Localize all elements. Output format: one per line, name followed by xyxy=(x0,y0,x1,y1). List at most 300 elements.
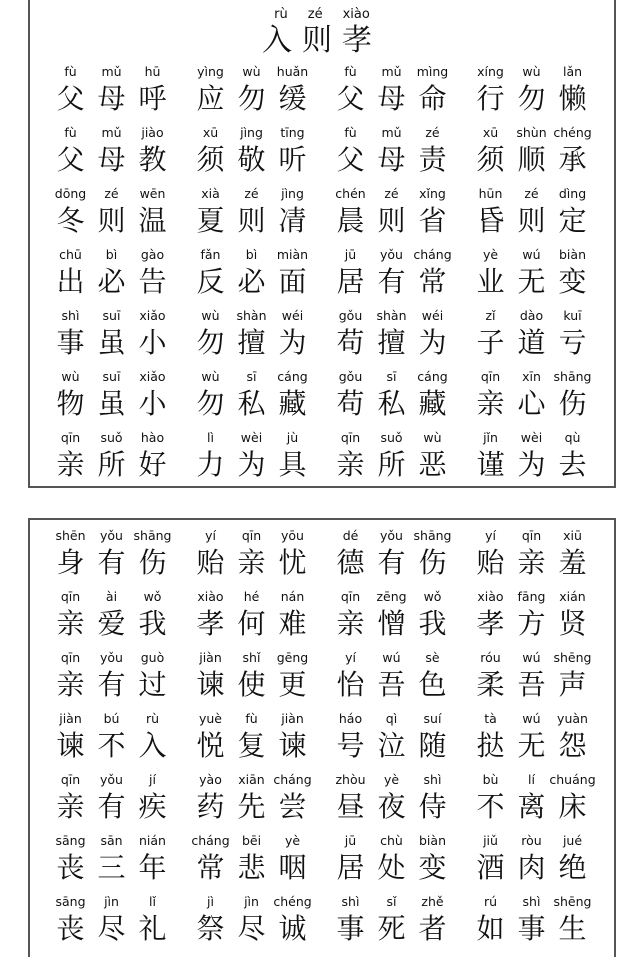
pinyin-label: zé xyxy=(384,186,399,201)
pinyin-label: fù xyxy=(64,64,77,79)
character-cell xyxy=(190,831,231,892)
character-cell xyxy=(470,245,511,306)
verse-phrase xyxy=(190,306,330,367)
pinyin-label: tà xyxy=(484,711,497,726)
character-cell xyxy=(371,184,412,245)
pinyin-label: cáng xyxy=(417,369,448,384)
verse-row xyxy=(50,892,614,953)
pinyin-label: fù xyxy=(344,125,357,140)
hanzi-character: 有 xyxy=(97,668,126,701)
hanzi-character: 亲 xyxy=(336,448,365,481)
hanzi-character: 泣 xyxy=(377,729,406,762)
pinyin-label: sī xyxy=(386,369,397,384)
verse-phrase xyxy=(330,770,470,831)
character-cell xyxy=(371,648,412,709)
character-cell xyxy=(272,648,313,709)
pinyin-label: xià xyxy=(201,186,220,201)
verse-phrase xyxy=(330,892,470,953)
hanzi-character: 柔 xyxy=(476,668,505,701)
hanzi-character: 父 xyxy=(336,82,365,115)
verse-phrase xyxy=(470,892,610,953)
character-cell xyxy=(371,831,412,892)
pinyin-label: wǒ xyxy=(423,589,442,604)
hanzi-character: 教 xyxy=(138,143,167,176)
hanzi-character: 则 xyxy=(237,204,266,237)
character-cell xyxy=(371,245,412,306)
hanzi-character: 者 xyxy=(418,912,447,945)
pinyin-label: suī xyxy=(102,369,121,384)
hanzi-character: 尽 xyxy=(97,912,126,945)
pinyin-label: shàn xyxy=(376,308,407,323)
character-cell xyxy=(190,709,231,770)
pinyin-label: zhě xyxy=(421,894,444,909)
character-cell xyxy=(552,892,593,953)
character-cell xyxy=(50,770,91,831)
pinyin-label: wǒ xyxy=(143,589,162,604)
verse-phrase xyxy=(190,648,330,709)
character-cell xyxy=(412,367,453,428)
hanzi-character: 须 xyxy=(476,143,505,176)
pinyin-label: jiǔ xyxy=(483,833,498,848)
verse-phrase xyxy=(470,831,610,892)
character-cell xyxy=(511,367,552,428)
character-cell xyxy=(272,306,313,367)
hanzi-character: 怡 xyxy=(336,668,365,701)
pinyin-label: jǐn xyxy=(483,430,498,445)
character-cell xyxy=(132,709,173,770)
pinyin-label: gǒu xyxy=(338,308,363,323)
hanzi-character: 使 xyxy=(237,668,266,701)
character-cell xyxy=(231,428,272,488)
pinyin-label: xū xyxy=(482,125,499,140)
character-cell xyxy=(330,648,371,709)
pinyin-label: xián xyxy=(559,589,586,604)
pinyin-label: qīn xyxy=(241,528,262,543)
hanzi-character: 常 xyxy=(196,851,225,884)
character-cell xyxy=(272,587,313,648)
hanzi-character: 如 xyxy=(476,912,505,945)
verse-phrase xyxy=(190,831,330,892)
character-cell xyxy=(132,367,173,428)
pinyin-label: mǔ xyxy=(101,125,122,140)
character-cell xyxy=(330,770,371,831)
pinyin-label: jiàn xyxy=(199,650,222,665)
hanzi-character: 无 xyxy=(517,729,546,762)
verse-phrase xyxy=(330,62,470,123)
hanzi-character: 何 xyxy=(237,607,266,640)
verse-phrase xyxy=(50,709,190,770)
character-cell xyxy=(190,892,231,953)
character-cell xyxy=(371,892,412,953)
character-cell xyxy=(511,892,552,953)
character-cell xyxy=(470,123,511,184)
pinyin-label: jìng xyxy=(240,125,263,140)
character-cell xyxy=(371,770,412,831)
verse-phrase xyxy=(50,587,190,648)
hanzi-character: 苟 xyxy=(336,326,365,359)
hanzi-character: 省 xyxy=(418,204,447,237)
character-cell xyxy=(132,892,173,953)
verse-phrase xyxy=(330,831,470,892)
pinyin-label: cháng xyxy=(273,772,312,787)
pinyin-label: fù xyxy=(344,64,357,79)
pinyin-label: fù xyxy=(64,125,77,140)
character-cell xyxy=(231,709,272,770)
hanzi-character: 亲 xyxy=(56,790,85,823)
pinyin-label: jí xyxy=(149,772,156,787)
pinyin-label: xiào xyxy=(477,589,504,604)
pinyin-label: rú xyxy=(483,894,498,909)
hanzi-character: 亲 xyxy=(237,546,266,579)
character-cell xyxy=(50,184,91,245)
hanzi-character: 晨 xyxy=(336,204,365,237)
verse-phrase xyxy=(330,648,470,709)
hanzi-character: 亲 xyxy=(336,607,365,640)
pinyin-label: shāng xyxy=(413,528,452,543)
character-cell xyxy=(91,62,132,123)
character-cell xyxy=(412,770,453,831)
hanzi-character: 冬 xyxy=(56,204,85,237)
character-cell xyxy=(412,587,453,648)
hanzi-character: 顺 xyxy=(517,143,546,176)
character-cell xyxy=(412,526,453,587)
character-cell xyxy=(190,587,231,648)
character-cell xyxy=(552,587,593,648)
hanzi-character: 复 xyxy=(237,729,266,762)
character-cell xyxy=(272,123,313,184)
pinyin-label: shǐ xyxy=(242,650,261,665)
pinyin-label: sāng xyxy=(55,894,86,909)
hanzi-character: 藏 xyxy=(418,387,447,420)
verse-phrase xyxy=(330,184,470,245)
hanzi-character: 行 xyxy=(476,82,505,115)
verse-row xyxy=(50,62,614,123)
pinyin-label: xiān xyxy=(238,772,265,787)
hanzi-character: 入 xyxy=(138,729,167,762)
character-cell xyxy=(190,306,231,367)
pinyin-label: mǔ xyxy=(101,64,122,79)
character-cell xyxy=(330,587,371,648)
pinyin-label: nán xyxy=(280,589,305,604)
character-cell xyxy=(511,587,552,648)
pinyin-label: gēng xyxy=(276,650,309,665)
pinyin-label: hū xyxy=(144,64,161,79)
pinyin-label: nián xyxy=(139,833,166,848)
character-cell xyxy=(91,123,132,184)
hanzi-character: 居 xyxy=(336,851,365,884)
character-cell xyxy=(50,709,91,770)
character-cell xyxy=(470,184,511,245)
character-cell xyxy=(272,526,313,587)
pinyin-label: yǒu xyxy=(100,772,123,787)
pinyin-label: jiàn xyxy=(59,711,82,726)
hanzi-character: 肉 xyxy=(517,851,546,884)
character-cell xyxy=(50,526,91,587)
hanzi-character: 定 xyxy=(558,204,587,237)
hanzi-character: 反 xyxy=(196,265,225,298)
character-cell xyxy=(272,367,313,428)
character-cell xyxy=(132,245,173,306)
hanzi-character: 为 xyxy=(237,448,266,481)
verse-phrase xyxy=(330,428,470,488)
hanzi-character: 母 xyxy=(97,82,126,115)
hanzi-character: 呼 xyxy=(138,82,167,115)
verse-phrase xyxy=(470,306,610,367)
pinyin-label: wù xyxy=(522,64,541,79)
pinyin-label: chuáng xyxy=(549,772,596,787)
verse-phrase xyxy=(470,770,610,831)
pinyin-label: fǎn xyxy=(200,247,221,262)
hanzi-character: 藏 xyxy=(278,387,307,420)
character-cell xyxy=(91,770,132,831)
pinyin-label: fāng xyxy=(517,589,546,604)
pinyin-label: bù xyxy=(482,772,499,787)
pinyin-label: yè xyxy=(284,833,301,848)
hanzi-character: 勿 xyxy=(196,387,225,420)
hanzi-character: 三 xyxy=(97,851,126,884)
hanzi-character: 须 xyxy=(196,143,225,176)
hanzi-character: 孝 xyxy=(476,607,505,640)
character-cell xyxy=(511,648,552,709)
character-cell xyxy=(50,367,91,428)
hanzi-character: 我 xyxy=(138,607,167,640)
verse-phrase xyxy=(190,709,330,770)
character-cell xyxy=(231,526,272,587)
title-pinyin-1: rù xyxy=(274,7,288,22)
hanzi-character: 孝 xyxy=(196,607,225,640)
character-cell xyxy=(371,306,412,367)
pinyin-label: dé xyxy=(342,528,359,543)
page-title xyxy=(30,0,614,62)
pinyin-label: mǔ xyxy=(381,125,402,140)
character-cell xyxy=(511,831,552,892)
hanzi-character: 夜 xyxy=(377,790,406,823)
character-cell xyxy=(231,770,272,831)
pinyin-label: shì xyxy=(61,308,80,323)
pinyin-label: yǒu xyxy=(100,528,123,543)
verse-phrase xyxy=(330,245,470,306)
hanzi-character: 有 xyxy=(97,546,126,579)
hanzi-character: 事 xyxy=(517,912,546,945)
pinyin-label: kuī xyxy=(563,308,582,323)
character-cell xyxy=(272,709,313,770)
character-cell xyxy=(190,245,231,306)
character-cell xyxy=(412,648,453,709)
pinyin-label: shāng xyxy=(553,369,592,384)
hanzi-character: 命 xyxy=(418,82,447,115)
character-cell xyxy=(552,245,593,306)
verse-phrase xyxy=(470,709,610,770)
character-cell xyxy=(330,892,371,953)
pinyin-label: zǐ xyxy=(485,308,496,323)
pinyin-label: yè xyxy=(383,772,400,787)
character-cell xyxy=(412,306,453,367)
pinyin-label: cháng xyxy=(413,247,452,262)
pinyin-label: xǐng xyxy=(419,186,446,201)
character-cell xyxy=(552,709,593,770)
character-cell xyxy=(91,831,132,892)
character-cell xyxy=(231,184,272,245)
hanzi-character: 责 xyxy=(418,143,447,176)
hanzi-character: 为 xyxy=(418,326,447,359)
pinyin-label: rù xyxy=(145,711,160,726)
hanzi-character: 居 xyxy=(336,265,365,298)
pinyin-label: wù xyxy=(201,308,220,323)
hanzi-character: 擅 xyxy=(377,326,406,359)
hanzi-character: 恶 xyxy=(418,448,447,481)
pinyin-label: qīn xyxy=(60,430,81,445)
pinyin-label: yǒu xyxy=(380,247,403,262)
pinyin-label: jiào xyxy=(141,125,164,140)
pinyin-label: xiū xyxy=(563,528,582,543)
character-cell xyxy=(470,367,511,428)
pinyin-label: bēi xyxy=(241,833,262,848)
hanzi-character: 温 xyxy=(138,204,167,237)
hanzi-character: 力 xyxy=(196,448,225,481)
pinyin-label: yè xyxy=(482,247,499,262)
hanzi-character: 怨 xyxy=(558,729,587,762)
hanzi-character: 常 xyxy=(418,265,447,298)
pinyin-label: sǐ xyxy=(386,894,397,909)
character-cell xyxy=(272,245,313,306)
character-cell xyxy=(511,123,552,184)
pinyin-label: qīn xyxy=(60,772,81,787)
pinyin-label: qīn xyxy=(60,650,81,665)
verse-phrase xyxy=(50,770,190,831)
hanzi-character: 告 xyxy=(138,265,167,298)
hanzi-character: 父 xyxy=(56,143,85,176)
character-cell xyxy=(511,428,552,488)
hanzi-character: 德 xyxy=(336,546,365,579)
pinyin-label: xiǎo xyxy=(139,308,166,323)
character-cell xyxy=(371,709,412,770)
pinyin-label: sī xyxy=(246,369,257,384)
character-cell xyxy=(272,184,313,245)
hanzi-character: 勿 xyxy=(196,326,225,359)
character-cell xyxy=(91,367,132,428)
hanzi-character: 好 xyxy=(138,448,167,481)
character-cell xyxy=(470,62,511,123)
character-cell xyxy=(330,428,371,488)
pinyin-label: yí xyxy=(345,650,356,665)
pinyin-label: jiàn xyxy=(281,711,304,726)
hanzi-character: 听 xyxy=(278,143,307,176)
hanzi-character: 小 xyxy=(138,326,167,359)
hanzi-character: 谏 xyxy=(278,729,307,762)
pinyin-label: lí xyxy=(528,772,535,787)
hanzi-character: 随 xyxy=(418,729,447,762)
hanzi-character: 亲 xyxy=(56,607,85,640)
pinyin-label: wéi xyxy=(281,308,304,323)
pinyin-label: qīn xyxy=(480,369,501,384)
pinyin-label: yí xyxy=(485,528,496,543)
verse-row xyxy=(50,123,614,184)
pinyin-label: háo xyxy=(338,711,363,726)
hanzi-character: 所 xyxy=(97,448,126,481)
character-cell xyxy=(231,367,272,428)
pinyin-label: xiào xyxy=(197,589,224,604)
pinyin-label: bì xyxy=(105,247,118,262)
hanzi-character: 苟 xyxy=(336,387,365,420)
pinyin-label: suǒ xyxy=(100,430,123,445)
verse-phrase xyxy=(470,428,610,488)
character-cell xyxy=(330,62,371,123)
hanzi-character: 有 xyxy=(377,546,406,579)
character-cell xyxy=(231,245,272,306)
hanzi-character: 有 xyxy=(97,790,126,823)
character-cell xyxy=(190,62,231,123)
character-cell xyxy=(552,306,593,367)
pinyin-label: mǔ xyxy=(381,64,402,79)
pinyin-label: hūn xyxy=(478,186,503,201)
pinyin-label: hé xyxy=(243,589,260,604)
character-cell xyxy=(132,587,173,648)
character-cell xyxy=(552,526,593,587)
pinyin-label: chén xyxy=(335,186,366,201)
hanzi-character: 出 xyxy=(56,265,85,298)
verse-phrase xyxy=(190,367,330,428)
character-cell xyxy=(549,770,596,831)
character-cell xyxy=(412,709,453,770)
hanzi-character: 忧 xyxy=(278,546,307,579)
hanzi-character: 祭 xyxy=(196,912,225,945)
hanzi-character: 难 xyxy=(278,607,307,640)
hanzi-character: 先 xyxy=(237,790,266,823)
character-cell xyxy=(330,831,371,892)
pinyin-label: biàn xyxy=(419,833,446,848)
pinyin-label: qīn xyxy=(340,430,361,445)
pinyin-label: lǐ xyxy=(149,894,156,909)
pinyin-label: wù xyxy=(61,369,80,384)
hanzi-character: 则 xyxy=(377,204,406,237)
pinyin-label: huǎn xyxy=(276,64,309,79)
hanzi-character: 缓 xyxy=(278,82,307,115)
pinyin-label: chéng xyxy=(273,894,312,909)
character-cell xyxy=(132,831,173,892)
pinyin-label: sè xyxy=(425,650,440,665)
character-cell xyxy=(330,526,371,587)
character-cell xyxy=(132,184,173,245)
verse-phrase xyxy=(190,526,330,587)
character-cell xyxy=(231,831,272,892)
verse-phrase xyxy=(330,526,470,587)
hanzi-character: 有 xyxy=(377,265,406,298)
hanzi-character: 去 xyxy=(558,448,587,481)
hanzi-character: 父 xyxy=(336,143,365,176)
character-cell xyxy=(50,648,91,709)
character-cell xyxy=(511,709,552,770)
pinyin-label: chéng xyxy=(553,125,592,140)
pinyin-label: shēn xyxy=(55,528,86,543)
character-cell xyxy=(371,62,412,123)
verse-phrase xyxy=(190,245,330,306)
pinyin-label: róu xyxy=(480,650,501,665)
hanzi-character: 子 xyxy=(476,326,505,359)
hanzi-character: 应 xyxy=(196,82,225,115)
verse-phrase xyxy=(50,428,190,488)
hanzi-character: 亲 xyxy=(56,668,85,701)
pinyin-label: sān xyxy=(100,833,123,848)
pinyin-label: jué xyxy=(562,833,583,848)
verse-phrase xyxy=(330,587,470,648)
hanzi-character: 亲 xyxy=(517,546,546,579)
character-cell xyxy=(272,770,313,831)
pinyin-label: wú xyxy=(522,247,541,262)
verse-phrase xyxy=(470,648,610,709)
hanzi-character: 擅 xyxy=(237,326,266,359)
verse-phrase xyxy=(330,123,470,184)
pinyin-label: wù xyxy=(423,430,442,445)
